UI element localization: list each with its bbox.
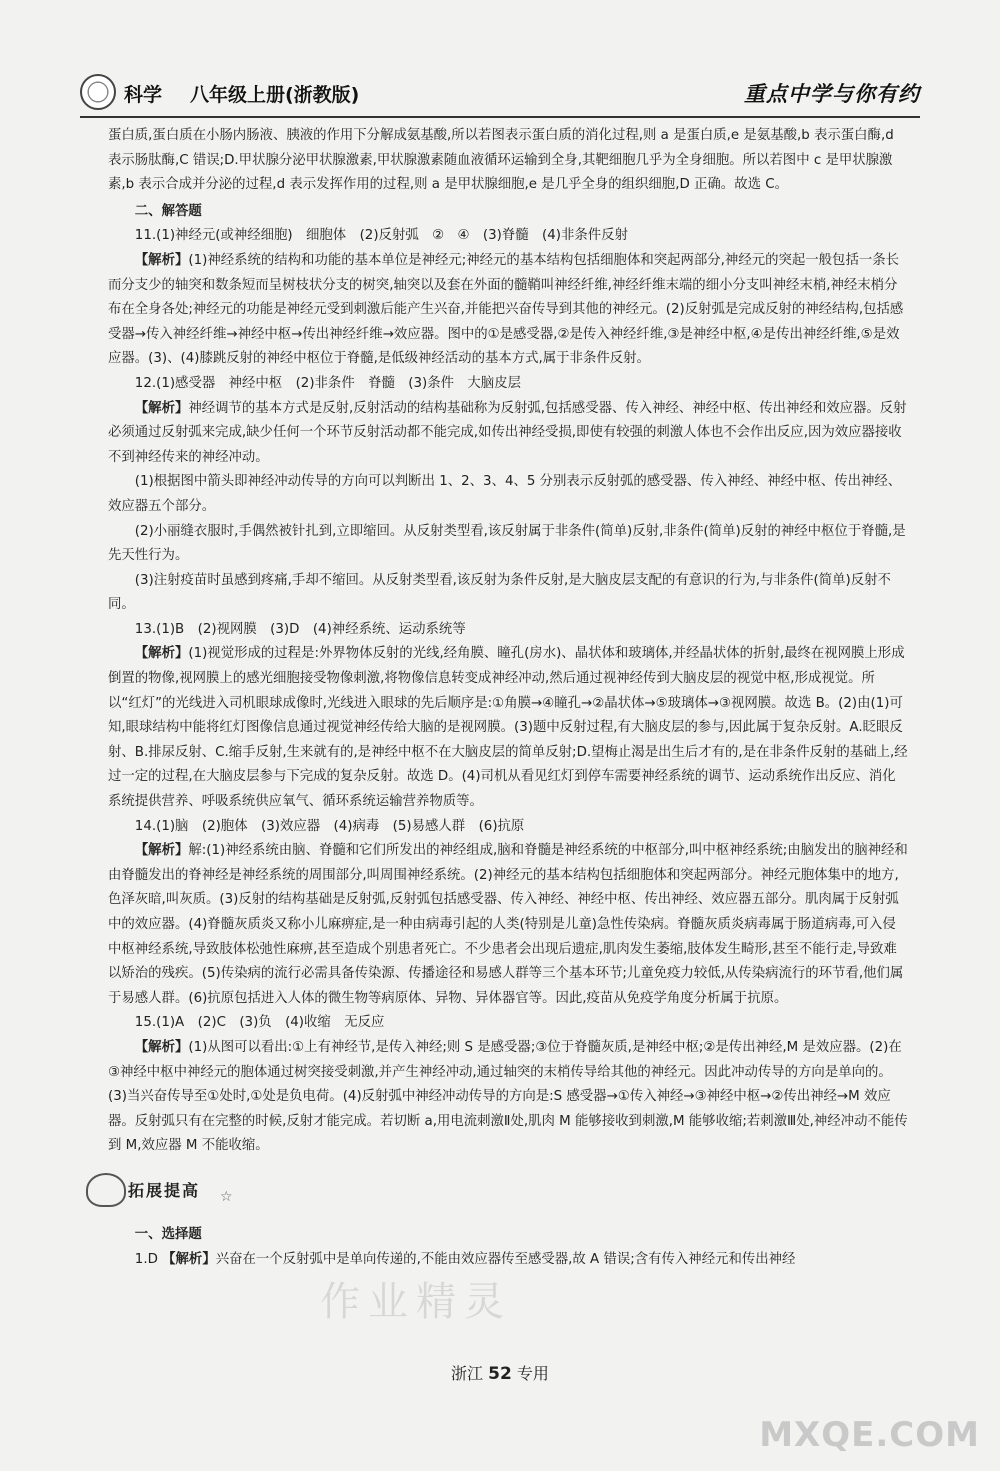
banner-label: 拓展提高 <box>128 1180 201 1200</box>
q15-analysis-text: (1)从图可以看出:①上有神经节,是传入神经;则 S 是感受器;③位于脊髓灰质,是神经中枢;②是传出神经,M 是效应器。(2)在③神经中枢中神经元的胞体通过树突接受刺激,并产生神经冲动,通过轴突的末梢传导给其他的神经元。因此冲动传导的方向是单向的。(3)当兴奋传导至①处时,①处是负电荷。(4)反射弧中神经冲动传导的方向是:S 感受器→①传入神经→③神经中枢→②传出神经→M 效应器。反射弧只有在完整的时候,反射才能完成。若切断 a,用电流刺激Ⅱ处,肌肉 M 能够接收到刺激,M 能够收缩;若刺激Ⅲ处,神经冲动不能传到 M,效应器 M 不能收缩。 <box>108 1039 908 1154</box>
corner-watermark: MXQE.COM <box>759 1415 980 1455</box>
q13-analysis-text: (1)视觉形成的过程是:外界物体反射的光线,经角膜、瞳孔(房水)、晶状体和玻璃体,并经晶状体的折射,最终在视网膜上形成倒置的物像,视网膜上的感光细胞接受物像刺激,将物像信息转变成神经冲动,然后通过视神经传到大脑皮层的视觉中枢,形成视觉。所以“红灯”的光线进入司机眼球成像时,光线进入眼球的先后顺序是:①角膜→④瞳孔→②晶状体→⑤玻璃体→③视网膜。故选 B。(2)由(1)可知,眼球结构中能将红灯图像信息通过视觉神经传给大脑的是视网膜。(3)题中反射过程,有大脑皮层的参与,因此属于复杂反射。A.眨眼反射、B.排尿反射、C.缩手反射,生来就有的,是神经中枢不在大脑皮层的简单反射;D.望梅止渴是出生后才有的,是在非条件反射的基础上,经过一定的过程,在大脑皮层参与下完成的复杂反射。故选 D。(4)司机从看见红灯到停车需要神经系统的调节、运动系统作出反应、消化系统提供营养、呼吸系统供应氧气、循环系统运输营养物质等。 <box>108 646 908 810</box>
q1-analysis <box>108 1248 908 1273</box>
analysis-tag: 【解析】 <box>162 1251 216 1267</box>
footer-suffix: 专用 <box>516 1364 549 1383</box>
q12-item-2: (2)小丽缝衣服时,手偶然被针扎到,立即缩回。从反射类型看,该反射属于非条件(简单)反射,非条件(简单)反射的神经中枢位于脊髓,是先天性行为。 <box>108 523 906 564</box>
q12-answer: 12.(1)感受器 神经中枢 (2)非条件 脊髓 (3)条件 大脑皮层 <box>134 375 521 391</box>
q14-answer: 14.(1)脑 (2)胞体 (3)效应器 (4)病毒 (5)易感人群 (6)抗原 <box>134 818 525 834</box>
subject-label: 科学 <box>124 84 163 106</box>
magnifier-icon <box>86 1173 126 1207</box>
q12-item-1: (1)根据图中箭头即神经冲动传导的方向可以判断出 1、2、3、4、5 分别表示反射弧的感受器、传入神经、神经中枢、传出神经、效应器五个部分。 <box>108 474 902 514</box>
q12-analysis-text: 神经调节的基本方式是反射,反射活动的结构基础称为反射弧,包括感受器、传入神经、神经中枢、传出神经和效应器。反射必须通过反射弧来完成,缺少任何一个环节反射活动都不能完成,如传出神经受损,即使有较强的刺激人体也不会作出反应,因为效应器接收不到神经传来的神经冲动。 <box>108 400 907 465</box>
q15-analysis <box>108 1036 908 1159</box>
q13-analysis <box>108 642 908 814</box>
page-footer <box>0 1361 1000 1384</box>
star-icon: ☆ <box>220 1188 233 1205</box>
section-heading-answers: 二、解答题 <box>134 203 202 219</box>
q11-analysis <box>108 249 908 372</box>
school-logo-icon <box>80 74 116 110</box>
analysis-tag: 【解析】 <box>134 1039 189 1055</box>
q12-analysis <box>108 397 908 471</box>
footer-prefix: 浙江 <box>451 1364 484 1383</box>
q1-analysis-text: 兴奋在一个反射弧中是单向传递的,不能由效应器传至感受器,故 A 错误;含有传入神经元和传出神经 <box>215 1251 796 1267</box>
analysis-tag: 【解析】 <box>134 843 189 859</box>
q11-answer: 11.(1)神经元(或神经细胞) 细胞体 (2)反射弧 ② ④ (3)脊髓 (4)非条件反射 <box>134 228 628 244</box>
extension-banner <box>108 1167 908 1217</box>
q11-analysis-text: (1)神经系统的结构和功能的基本单位是神经元;神经元的基本结构包括细胞体和突起两部分,神经元的突起一般包括一条长而分支少的轴突和数条短而呈树枝状分支的树突,轴突以及套在外面的髓鞘叫神经纤维,神经纤维末端的细小分支叫神经末梢,神经末梢分布在全身各处;神经元的功能是神经元受到刺激后能产生兴奋,并能把兴奋传导到其他的神经元。(2)反射弧是完成反射的神经结构,包括感受器→传入神经纤维→神经中枢→传出神经纤维→效应器。图中的①是感受器,②是传入神经纤维,③是神经中枢,④是传出神经纤维,⑤是效应器。(3)、(4)膝跳反射的神经中枢位于脊髓,是低级神经活动的基本方式,属于非条件反射。 <box>108 252 904 367</box>
analysis-tag: 【解析】 <box>134 646 189 662</box>
analysis-tag: 【解析】 <box>134 252 189 268</box>
q14-analysis-text: 解:(1)神经系统由脑、脊髓和它们所发出的神经组成,脑和脊髓是神经系统的中枢部分,叫中枢神经系统;由脑发出的脑神经和由脊髓发出的脊神经是神经系统的周围部分,叫周围神经系统。(2)神经元的基本结构包括细胞体和突起两部分。神经元胞体集中的地方,色泽灰暗,叫灰质。(3)反射的结构基础是反射弧,反射弧包括感受器、传入神经、神经中枢、传出神经、效应器五部分。肌肉属于反射弧中的效应器。(4)脊髓灰质炎又称小儿麻痹症,是一种由病毒引起的人类(特别是儿童)急性传染病。脊髓灰质炎病毒属于肠道病毒,可入侵中枢神经系统,导致肢体松弛性麻痹,甚至造成个别患者死亡。不少患者会出现后遗症,肌肉发生萎缩,肢体发生畸形,甚至不能行走,导致难以矫治的残疾。(5)传染病的流行必需具备传染源、传播途径和易感人群等三个基本环节;儿童免疫力较低,从传染病流行的环节看,他们属于易感人群。(6)抗原包括进入人体的微生物等病原体、异物、异体器官等。因此,疫苗从免疫学角度分析属于抗原。 <box>108 843 908 1006</box>
q15-answer: 15.(1)A (2)C (3)负 (4)收缩 无反应 <box>134 1015 385 1031</box>
section-heading-choice: 一、选择题 <box>134 1226 202 1242</box>
analysis-tag: 【解析】 <box>134 400 189 416</box>
page-header <box>80 72 920 118</box>
q13-answer: 13.(1)B (2)视网膜 (3)D (4)神经系统、运动系统等 <box>134 621 466 637</box>
page-number: 52 <box>488 1364 512 1384</box>
q12-item-3: (3)注射疫苗时虽感到疼痛,手却不缩回。从反射类型看,该反射为条件反射,是大脑皮层支配的有意识的行为,与非条件(简单)反射不同。 <box>108 572 891 613</box>
center-watermark: 作业精灵 <box>320 1279 512 1325</box>
continued-paragraph: 蛋白质,蛋白质在小肠内肠液、胰液的作用下分解成氨基酸,所以若图表示蛋白质的消化过程,则 a 是蛋白质,e 是氨基酸,b 表示蛋白酶,d 表示肠肽酶,C 错误;D.甲状腺分泌甲状腺激素,甲状腺激素随血液循环运输到全身,其靶细胞几乎为全身细胞。所以若图中 c 是甲状腺激素,b 表示合成并分泌的过程,d 表示发挥作用的过程,则 a 是甲状腺细胞,e 是几乎全身的组织细胞,D 正确。故选 C。 <box>108 128 894 193</box>
q14-analysis <box>108 839 908 1011</box>
grade-label: 八年级上册(浙教版) <box>190 84 360 106</box>
brand-title: 重点中学与你有约 <box>744 82 920 106</box>
q1-answer: 1.D <box>134 1251 158 1267</box>
page-content <box>108 124 908 1272</box>
